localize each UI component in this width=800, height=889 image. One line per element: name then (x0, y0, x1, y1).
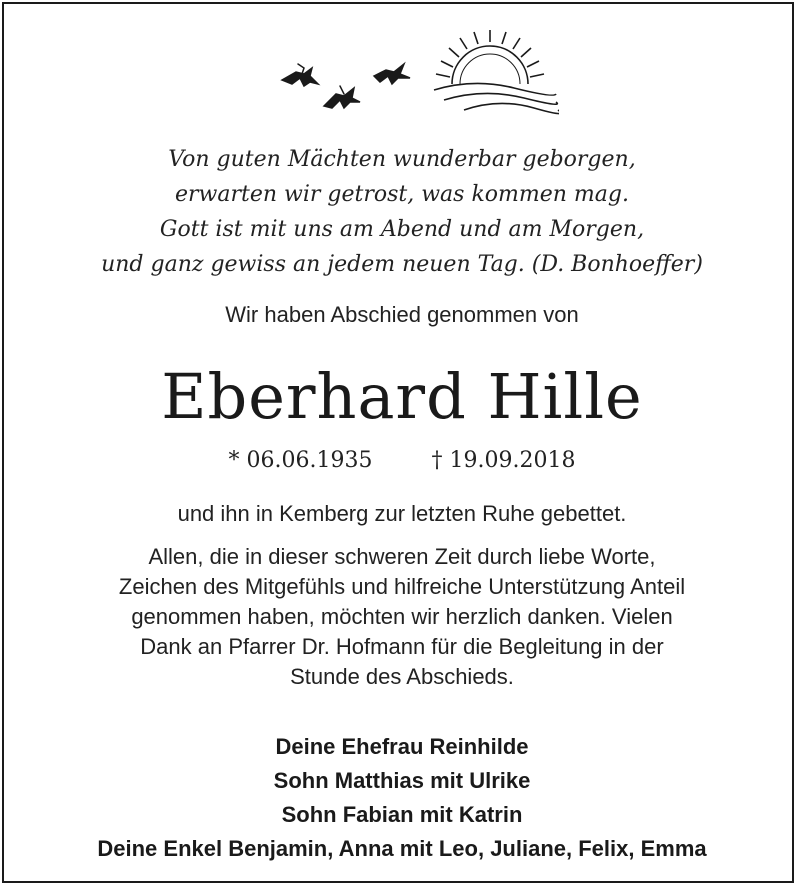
obituary-frame (2, 2, 794, 883)
burial-text: und ihn in Kemberg zur letzten Ruhe gebettet. (177, 501, 627, 526)
thanks-line: Stunde des Abschieds. (290, 664, 514, 689)
poem-line: und ganz gewiss an jedem neuen Tag. (D. Bonhoeffer) (101, 252, 703, 277)
thanks-line: Allen, die in dieser schweren Zeit durch liebe Worte, (148, 544, 656, 569)
death-date: † 19.09.2018 (431, 448, 576, 473)
birds-over-sunrise-icon (274, 28, 559, 118)
thanks-paragraph (4, 542, 800, 692)
life-dates (4, 448, 800, 473)
family-line: Sohn Matthias mit Ulrike (273, 768, 531, 793)
birth-date: * 06.06.1935 (228, 448, 373, 473)
poem-line: erwarten wir getrost, was kommen mag. (175, 182, 629, 207)
bonhoeffer-poem (4, 142, 800, 282)
thanks-line: genommen haben, möchten wir herzlich danken. Vielen (131, 604, 673, 629)
family-line: Deine Enkel Benjamin, Anna mit Leo, Juliane, Felix, Emma (97, 836, 707, 861)
intro-text: Wir haben Abschied genommen von (225, 302, 579, 327)
family-signatures (4, 730, 800, 866)
thanks-line: Dank an Pfarrer Dr. Hofmann für die Begleitung in der (140, 634, 664, 659)
family-line: Deine Ehefrau Reinhilde (275, 734, 529, 759)
deceased-name: Eberhard Hille (161, 360, 643, 433)
thanks-line: Zeichen des Mitgefühls und hilfreiche Unterstützung Anteil (118, 574, 686, 599)
poem-line: Gott ist mit uns am Abend und am Morgen, (159, 217, 645, 242)
poem-line: Von guten Mächten wunderbar geborgen, (168, 147, 636, 172)
family-line: Sohn Fabian mit Katrin (281, 802, 523, 827)
